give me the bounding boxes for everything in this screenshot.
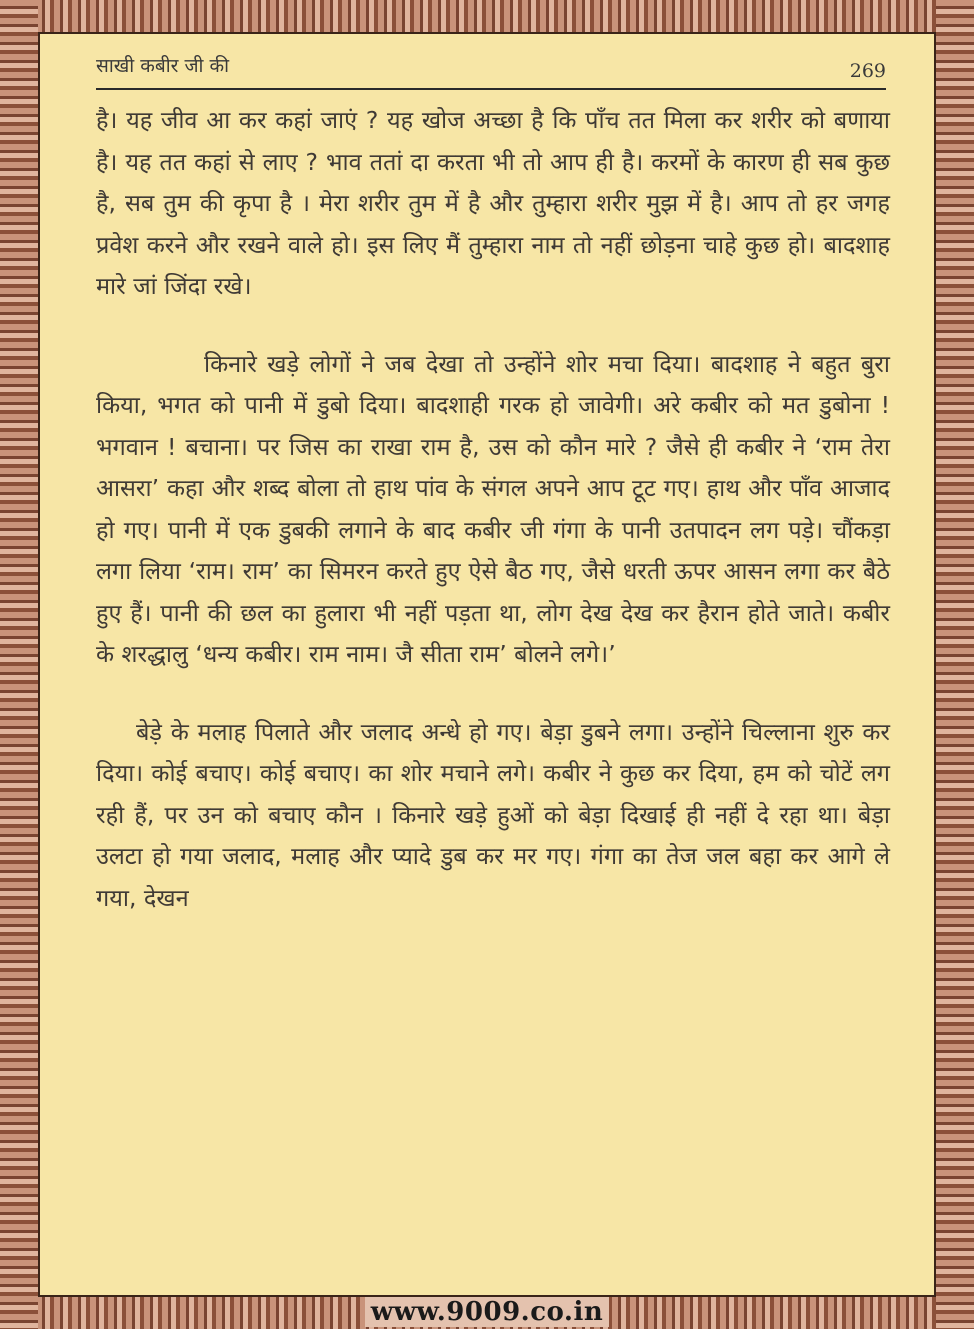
website-footer <box>0 1297 974 1327</box>
page-paper <box>38 32 936 1297</box>
page-header <box>96 48 886 90</box>
page-body <box>96 100 890 919</box>
running-title: साखी कबीर जी की <box>96 55 230 77</box>
paragraph-3: बेड़े के मलाह पिलाते और जलाद अन्धे हो गए। बेड़ा डुबने लगा। उन्होंने चिल्लाना शुरु कर दिया। कोई बचाए। कोई बचाए। का शोर मचाने लगे। कबीर ने कुछ कर दिया, हम को चोटें लग रही हैं, पर उन को बचाए कौन । किनारे खड़े हुओं को बेड़ा दिखाई ही नहीं दे रहा था। बेड़ा उलटा हो गया जलाद, मलाह और प्यादे डुब कर मर गए। गंगा का तेज जल बहा कर आगे ले गया, देखन <box>96 717 890 912</box>
frame-top-border <box>0 0 974 32</box>
frame-left-border <box>0 0 38 1329</box>
website-url: www.9009.co.in <box>365 1297 610 1327</box>
page-number: 269 <box>849 60 886 82</box>
frame-right-border <box>936 0 974 1329</box>
paragraph-2: किनारे खड़े लोगों ने जब देखा तो उन्होंने शोर मचा दिया। बादशाह ने बहुत बुरा किया, भगत को पानी में डुबो दिया। बादशाही गरक हो जावेगी। अरे कबीर को मत डुबोना ! भगवान ! बचाना। पर जिस का राखा राम है, उस को कौन मारे ? जैसे ही कबीर ने ‘राम तेरा आसरा’ कहा और शब्द बोला तो हाथ पांव के संगल अपने आप टूट गए। हाथ और पाँव आजाद हो गए। पानी में एक डुबकी लगाने के बाद कबीर जी गंगा के पानी उतपादन लग पड़े। चौंकड़ा लगा लिया ‘राम। राम’ का सिमरन करते हुए ऐसे बैठ गए, जैसे धरती ऊपर आसन लगा कर बैठे हुए हैं। पानी की छल का हुलारा भी नहीं पड़ता था, लोग देख देख कर हैरान होते जाते। कबीर के शरद्धालु ‘धन्य कबीर। राम नाम। जै सीता राम’ बोलने लगे।’ <box>96 349 890 668</box>
paragraph-1: है। यह जीव आ कर कहां जाएं ? यह खोज अच्छा है कि पाँच तत मिला कर शरीर को बणाया है। यह तत कहां से लाए ? भाव ततां दा करता भी तो आप ही है। करमों के कारण ही सब कुछ है, सब तुम की कृपा है । मेरा शरीर तुम में है और तुम्हारा शरीर मुझ में है। आप तो हर जगह प्रवेश करने और रखने वाले हो। इस लिए मैं तुम्हारा नाम तो नहीं छोड़ना चाहे कुछ हो। बादशाह मारे जां जिंदा रखे। <box>96 106 890 300</box>
